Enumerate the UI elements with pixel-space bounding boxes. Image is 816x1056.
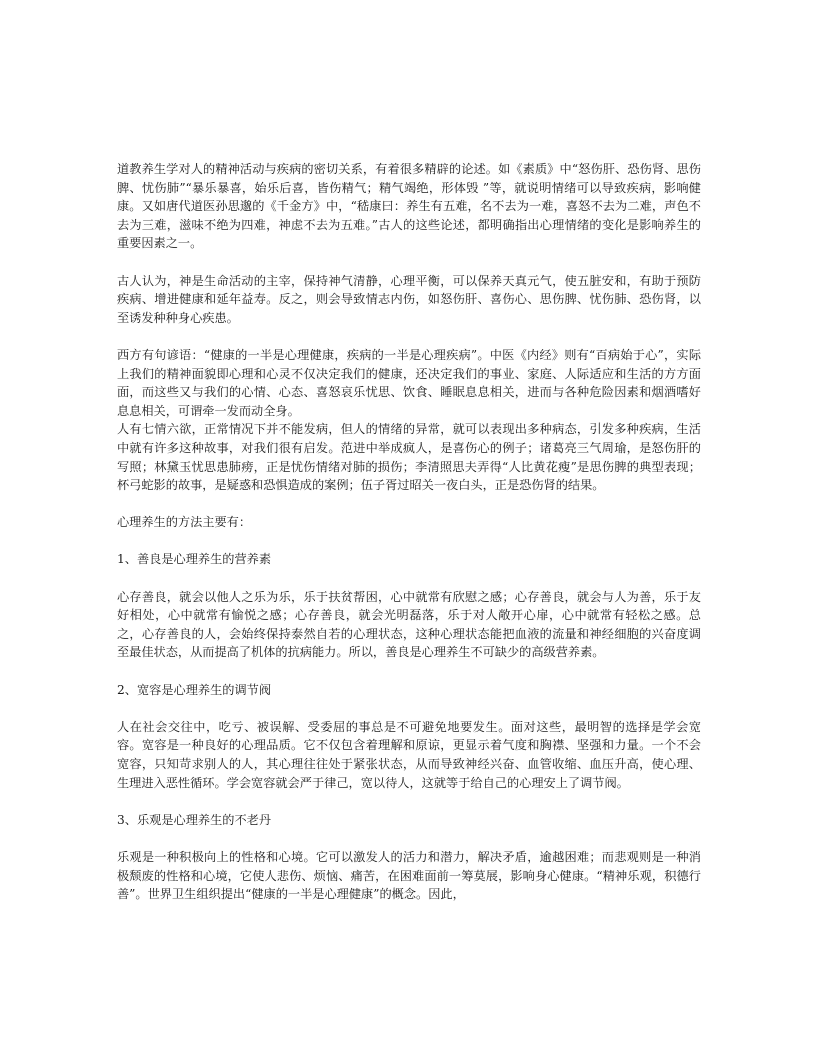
paragraph-ancients-spirit-master: 古人认为，神是生命活动的主宰，保持神气清静，心理平衡，可以保养天真元气，使五脏安和，有助于预防疾病、增进健康和延年益寿。反之，则会导致情志内伤，如怒伤肝、喜伤心、思伤脾、忧伤肺、恐伤肾，以至诱发种种身心疾患。 — [117, 273, 701, 325]
paragraph-seven-emotions-six-desires: 人有七情六欲，正常情况下并不能发病，但人的情绪的异常，就可以表现出多种病态，引发多种疾病，生活中就有许多这种故事，对我们很有启发。范进中举成疯人，是喜伤心的例子；诸葛亮三气周瑜，是怒伤肝的写照；林黛玉忧思患肺痨，正是忧伤情绪对肺的损伤；李清照思夫弄得“人比黄花瘦”是思伤脾的典型表现；杯弓蛇影的故事，是疑惑和恐惧造成的案例；伍子胥过昭关一夜白头，正是恐伤肾的结果。 — [117, 422, 701, 493]
lead-methods-intro: 心理养生的方法主要有： — [117, 515, 252, 530]
heading-2-tolerance: 2、宽容是心理养生的调节阀 — [117, 682, 272, 697]
heading-1-kindness: 1、善良是心理养生的营养素 — [117, 552, 272, 567]
document-body — [117, 160, 701, 904]
heading-3-optimism: 3、乐观是心理养生的不老丹 — [117, 812, 272, 827]
paragraph-optimism-body: 乐观是一种积极向上的性格和心境。它可以激发人的活力和潜力，解决矛盾，逾越困难；而悲观则是一种消极颓废的性格和心境，它使人悲伤、烦恼、痛苦，在困难面前一筹莫展，影响身心健康。“精神乐观，积德行善”。世界卫生组织提出“健康的一半是心理健康”的概念。因此， — [117, 849, 701, 902]
paragraph-western-proverb-health: 西方有句谚语：“健康的一半是心理健康，疾病的一半是心理疾病”。中医《内经》则有“百病始于心”，实际上我们的精神面貌即心理和心灵不仅决定我们的健康，还决定我们的事业、家庭、人际适应和生活的方方面面，而这些又与我们的心情、心态、喜怒哀乐忧思、饮食、睡眠息息相关，进而与各种危险因素和烟酒嗜好息息相关，可谓牵一发而动全身。 — [117, 347, 701, 418]
paragraph-taoist-health-emotions: 道教养生学对人的精神活动与疾病的密切关系，有着很多精辟的论述。如《素质》中“怒伤肝、恐伤肾、思伤脾、忧伤肺”“暴乐暴喜，始乐后喜，皆伤精气；精气竭绝，形体毁 ”等，就说明情绪可以导致疾病，影响健康。又如唐代道医孙思邈的《千金方》中，“嵇康曰：养生有五难，名不去为一难，喜怒不去为二难，声色不去为三难，滋味不绝为四难，神虑不去为五难。”古人的这些论述，都明确指出心理情绪的变化是影响养生的重要因素之一。 — [117, 162, 701, 251]
paragraph-tolerance-body: 人在社会交往中，吃亏、被误解、受委屈的事总是不可避免地要发生。面对这些，最明智的选择是学会宽容。宽容是一种良好的心理品质。它不仅包含着理解和原谅，更显示着气度和胸襟、坚强和力量。一个不会宽容，只知苛求别人的人，其心理往往处于紧张状态，从而导致神经兴奋、血管收缩、血压升高，使心理、生理进入恶性循环。学会宽容就会严于律己，宽以待人，这就等于给自己的心理安上了调节阀。 — [117, 719, 701, 790]
paragraph-kindness-body: 心存善良，就会以他人之乐为乐，乐于扶贫帮困，心中就常有欣慰之感；心存善良，就会与人为善，乐于友好相处，心中就常有愉悦之感；心存善良，就会光明磊落，乐于对人敞开心扉，心中就常有轻松之感。总之，心存善良的人，会始终保持泰然自若的心理状态，这种心理状态能把血液的流量和神经细胞的兴奋度调至最佳状态，从而提高了机体的抗病能力。所以，善良是心理养生不可缺少的高级营养素。 — [117, 589, 701, 660]
